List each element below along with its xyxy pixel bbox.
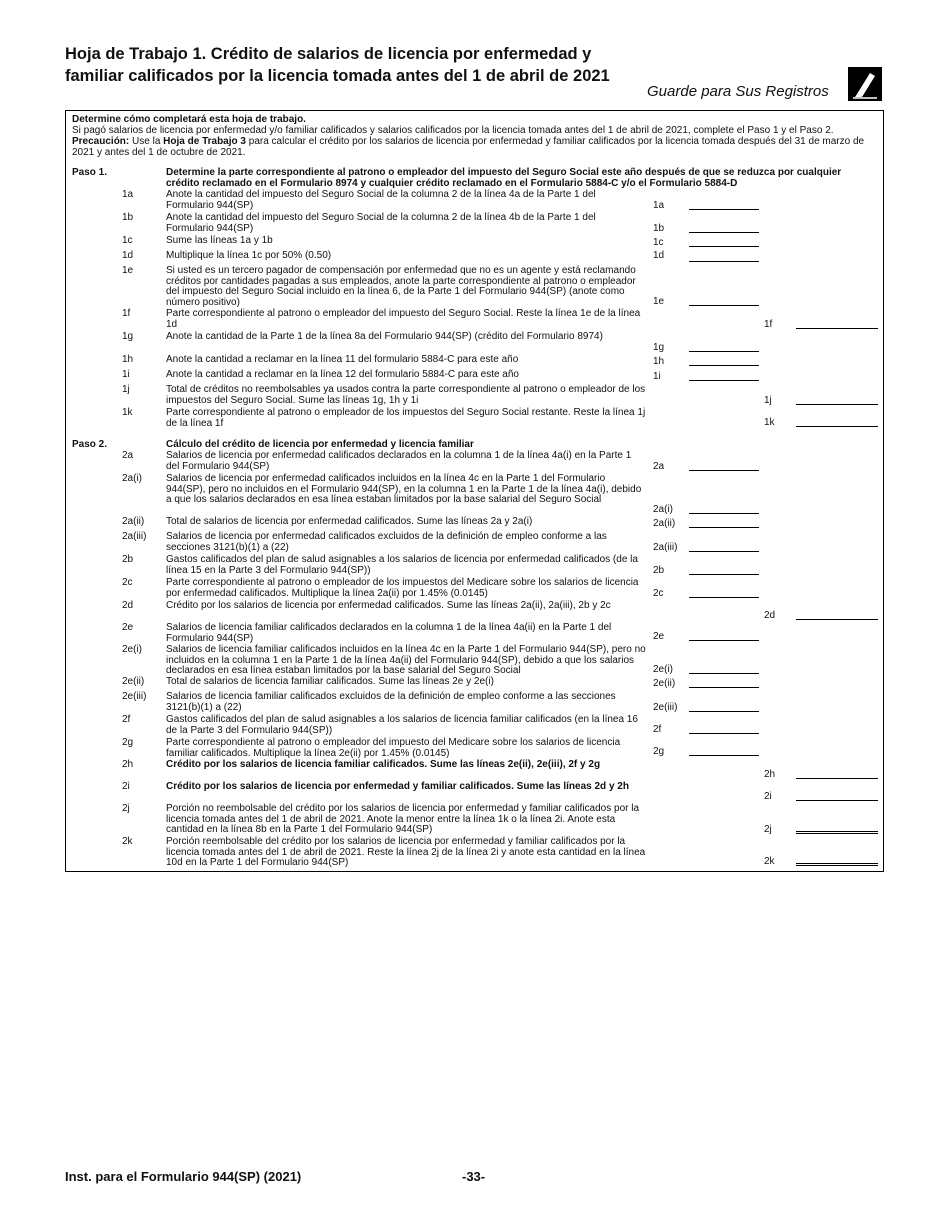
line-ref: 2h <box>764 769 776 780</box>
step1-label: Paso 1. <box>72 167 108 178</box>
entry-field[interactable] <box>689 551 759 552</box>
line-number: 2i <box>122 781 130 792</box>
entry-field[interactable] <box>689 527 759 528</box>
entry-field[interactable] <box>689 365 759 366</box>
line-text: Parte correspondiente al patrono o empleador de los impuestos del Seguro Social restante. Reste la línea 1j de la línea 1f <box>166 407 646 429</box>
footer-form-name: Inst. para el Formulario 944(SP) (2021) <box>65 1169 302 1184</box>
line-ref: 1j <box>764 395 772 406</box>
line-text: Salarios de licencia por enfermedad calificados declarados en la columna 1 de la línea 4a(i) en la Parte 1 del Formulario 944(SP) <box>166 450 632 472</box>
line-ref: 1a <box>653 200 665 211</box>
line-number: 1c <box>122 235 133 246</box>
line-text: Gastos calificados del plan de salud asignables a los salarios de licencia familiar calificados (en la línea 16 de la Parte 3 del Formulario 944(SP)) <box>166 714 638 736</box>
line-ref: 1e <box>653 296 665 307</box>
line-ref: 2a(i) <box>653 504 674 515</box>
line-number: 1i <box>122 369 130 380</box>
line-ref: 1b <box>653 223 665 234</box>
line-text: Porción no reembolsable del crédito por los salarios de licencia por enfermedad y familiar calificados por la licencia tomada antes del 1 de abril de 2021. Anote la menor entre la línea 1k o la línea 2i. Anote esta cantidad en la línea 8b en la Parte 1 del Formulario 944(SP) <box>166 803 640 835</box>
entry-field[interactable] <box>689 305 759 306</box>
line-text: Si usted es un tercero pagador de compensación por enfermedad que no es un agente y está reclamando créditos por cantidades pagadas a sus empleados, anote la parte correspondiente al patrono o empleador del impuesto del Seguro Social incluido en la línea 6, de la Parte 1 del Formulario 944(SP) (anote como número positivo) <box>166 265 636 308</box>
line-text: Parte correspondiente al patrono o empleador del impuesto del Medicare sobre los salarios de licencia familiar calificados. Multiplique la línea 2e(ii) por 1.45% (0.0145) <box>166 737 621 759</box>
intro-block <box>72 114 872 158</box>
intro-text-2: Use la <box>132 136 161 147</box>
step2-label: Paso 2. <box>72 439 108 450</box>
line-number: 2e(i) <box>122 644 143 655</box>
entry-field[interactable] <box>689 470 759 471</box>
entry-field[interactable] <box>689 597 759 598</box>
entry-field[interactable] <box>689 246 759 247</box>
line-text: Salarios de licencia familiar calificados declarados en la columna 1 de la línea 4a(ii) en la Parte 1 del Formulario 944(SP) <box>166 622 612 644</box>
line-text: Anote la cantidad a reclamar en la línea 11 del formulario 5884-C para este año <box>166 354 519 365</box>
line-ref: 2d <box>764 610 776 621</box>
pen-icon <box>848 67 882 101</box>
caution-label: Precaución: <box>72 136 130 147</box>
entry-field[interactable] <box>796 863 878 866</box>
line-number: 2g <box>122 737 134 748</box>
line-number: 1d <box>122 250 134 261</box>
line-number: 2a(ii) <box>122 516 145 527</box>
entry-field[interactable] <box>796 619 878 620</box>
line-number: 2a(i) <box>122 473 143 484</box>
line-ref: 2j <box>764 824 772 835</box>
step2-heading: Cálculo del crédito de licencia por enfermedad y licencia familiar <box>166 439 474 450</box>
line-number: 2f <box>122 714 131 725</box>
line-ref: 2k <box>764 856 775 867</box>
line-ref: 2c <box>653 588 664 599</box>
line-text: Anote la cantidad del impuesto del Seguro Social de la columna 2 de la línea 4a de la Parte 1 del Formulario 944(SP) <box>166 189 596 211</box>
line-number: 1k <box>122 407 133 418</box>
keep-for-records-label: Guarde para Sus Registros <box>647 83 829 100</box>
line-number: 1h <box>122 354 134 365</box>
line-ref: 2a(ii) <box>653 518 676 529</box>
page-number: -33- <box>462 1169 486 1184</box>
line-number: 2c <box>122 577 133 588</box>
line-ref: 2a <box>653 461 665 472</box>
entry-field[interactable] <box>796 426 878 427</box>
line-ref: 1d <box>653 250 665 261</box>
intro-text <box>72 125 872 158</box>
entry-field[interactable] <box>796 404 878 405</box>
line-ref: 2e(iii) <box>653 702 678 713</box>
entry-field[interactable] <box>689 711 759 712</box>
line-ref: 1i <box>653 371 661 382</box>
entry-field[interactable] <box>689 261 759 262</box>
line-number: 2a(iii) <box>122 531 147 542</box>
entry-field[interactable] <box>689 733 759 734</box>
line-text: Salarios de licencia por enfermedad calificados excluidos de la definición de empleo conforme a las secciones 3121(b)(1) a (22) <box>166 531 607 553</box>
line-number: 2e <box>122 622 134 633</box>
entry-field[interactable] <box>689 755 759 756</box>
line-text: Salarios de licencia por enfermedad calificados incluidos en la línea 4c en la Parte 1 del Formulario 944(SP), pero no incluidos en el Formulario 944(SP), en la columna 1 en la Parte 1 de la línea 4a(i), debido a que los salarios declarados en esa línea estaban limitados por la base salarial del Seguro Social <box>166 473 642 505</box>
line-number: 2j <box>122 803 130 814</box>
intro-text-1: Si pagó salarios de licencia por enfermedad y/o familiar calificados y salarios calificados por la licencia tomada antes del 1 de abril de 2021, complete el Paso 1 y el Paso 2. <box>72 125 834 136</box>
line-text: Salarios de licencia familiar calificados incluidos en la línea 4c en la Parte 1 del Formulario 944(SP), pero no incluidos en la columna 1 en la Parte 1 de la línea 4a(ii) del Formulario 944(SP), debido a que los salarios declarados en esa línea estaban limitados por la base salarial del Seguro Social <box>166 644 646 676</box>
entry-field[interactable] <box>796 831 878 834</box>
line-text: Anote la cantidad del impuesto del Seguro Social de la columna 2 de la línea 4b de la Parte 1 del Formulario 944(SP) <box>166 212 596 234</box>
line-number: 1b <box>122 212 134 223</box>
line-number: 1f <box>122 308 131 319</box>
entry-field[interactable] <box>689 687 759 688</box>
line-number: 2b <box>122 554 134 565</box>
entry-field[interactable] <box>689 380 759 381</box>
entry-field[interactable] <box>689 640 759 641</box>
line-text: Crédito por los salarios de licencia por enfermedad y familiar calificados. Sume las líneas 2d y 2h <box>166 781 629 792</box>
line-ref: 1h <box>653 356 665 367</box>
line-ref: 2e(i) <box>653 664 674 675</box>
line-number: 1j <box>122 384 130 395</box>
line-text: Multiplique la línea 1c por 50% (0.50) <box>166 250 332 261</box>
line-ref: 2i <box>764 791 772 802</box>
step1-heading: Determine la parte correspondiente al patrono o empleador del impuesto del Seguro Social este año después de que se reduzca por cualquier crédito reclamado en el Formulario 8974 y cualquier crédito reclamado en el Formulario 5884-C y/o el Formulario 5884-D <box>166 167 842 189</box>
line-ref: 1k <box>764 417 775 428</box>
line-ref: 1g <box>653 342 665 353</box>
line-text: Parte correspondiente al patrono o empleador de los impuestos del Medicare sobre los salarios de licencia por enfermedad calificados. Multiplique la línea 2a(ii) por 1.45% (0.0145) <box>166 577 639 599</box>
worksheet-3-ref: Hoja de Trabajo 3 <box>163 136 246 147</box>
line-text: Gastos calificados del plan de salud asignables a los salarios de licencia por enfermedad calificados (de la línea 15 en la Parte 3 del Formulario 944(SP)) <box>166 554 638 576</box>
entry-field[interactable] <box>796 800 878 801</box>
line-ref: 2e <box>653 631 665 642</box>
intro-heading: Determine cómo completará esta hoja de trabajo. <box>72 114 306 125</box>
intro-text-3: para calcular el crédito por los salarios de licencia por enfermedad y familiar calificados por la licencia tomada después del 31 de marzo de 2021 y antes del 1 de octubre de 2021. <box>72 136 865 158</box>
line-text: Sume las líneas 1a y 1b <box>166 235 273 246</box>
line-ref: 2g <box>653 746 665 757</box>
entry-field[interactable] <box>689 574 759 575</box>
line-number: 2d <box>122 600 134 611</box>
line-text: Total de salarios de licencia familiar calificados. Sume las líneas 2e y 2e(i) <box>166 676 494 687</box>
line-ref: 2a(iii) <box>653 542 678 553</box>
line-text: Salarios de licencia familiar calificados excluidos de la definición de empleo conforme a las secciones 3121(b)(1) a (22) <box>166 691 616 713</box>
line-ref: 2f <box>653 724 662 735</box>
entry-field[interactable] <box>796 328 878 329</box>
entry-field[interactable] <box>689 673 759 674</box>
line-number: 2a <box>122 450 134 461</box>
entry-field[interactable] <box>689 232 759 233</box>
line-ref: 1f <box>764 319 773 330</box>
line-number: 2k <box>122 836 133 847</box>
line-number: 1g <box>122 331 134 342</box>
line-number: 2e(ii) <box>122 676 145 687</box>
line-number: 1e <box>122 265 134 276</box>
line-number: 2e(iii) <box>122 691 147 702</box>
line-text: Parte correspondiente al patrono o empleador del impuesto del Seguro Social. Reste la línea 1e de la línea 1d <box>166 308 641 330</box>
entry-field[interactable] <box>689 513 759 514</box>
line-text: Total de créditos no reembolsables ya usados contra la parte correspondiente al patrono o empleador de los impuestos del Seguro Social. Sume las líneas 1g, 1h y 1i <box>166 384 646 406</box>
line-text: Total de salarios de licencia por enfermedad calificados. Sume las líneas 2a y 2a(i) <box>166 516 533 527</box>
line-text: Porción reembolsable del crédito por los salarios de licencia por enfermedad y familiar calificados por la licencia tomada antes del 1 de abril de 2021. Reste la línea 2j de la línea 2i y anote esta cantidad en la línea 10d en la Parte 1 del Formulario 944(SP) <box>166 836 646 868</box>
line-text: Anote la cantidad a reclamar en la línea 12 del formulario 5884-C para este año <box>166 369 519 380</box>
line-ref: 1c <box>653 237 664 248</box>
line-text: Anote la cantidad de la Parte 1 de la línea 8a del Formulario 944(SP) (crédito del Formulario 8974) <box>166 331 603 342</box>
line-number: 1a <box>122 189 134 200</box>
line-ref: 2e(ii) <box>653 678 676 689</box>
line-text: Crédito por los salarios de licencia por enfermedad calificados. Sume las líneas 2a(ii), 2a(iii), 2b y 2c <box>166 600 611 611</box>
line-text: Crédito por los salarios de licencia familiar calificados. Sume las líneas 2e(ii), 2e(iii), 2f y 2g <box>166 759 601 770</box>
entry-field[interactable] <box>689 351 759 352</box>
line-number: 2h <box>122 759 134 770</box>
line-ref: 2b <box>653 565 665 576</box>
entry-field[interactable] <box>689 209 759 210</box>
entry-field[interactable] <box>796 778 878 779</box>
worksheet-title: Hoja de Trabajo 1. Crédito de salarios de licencia por enfermedad y familiar calificados por la licencia tomada antes del 1 de abril de 2021 <box>65 45 610 85</box>
